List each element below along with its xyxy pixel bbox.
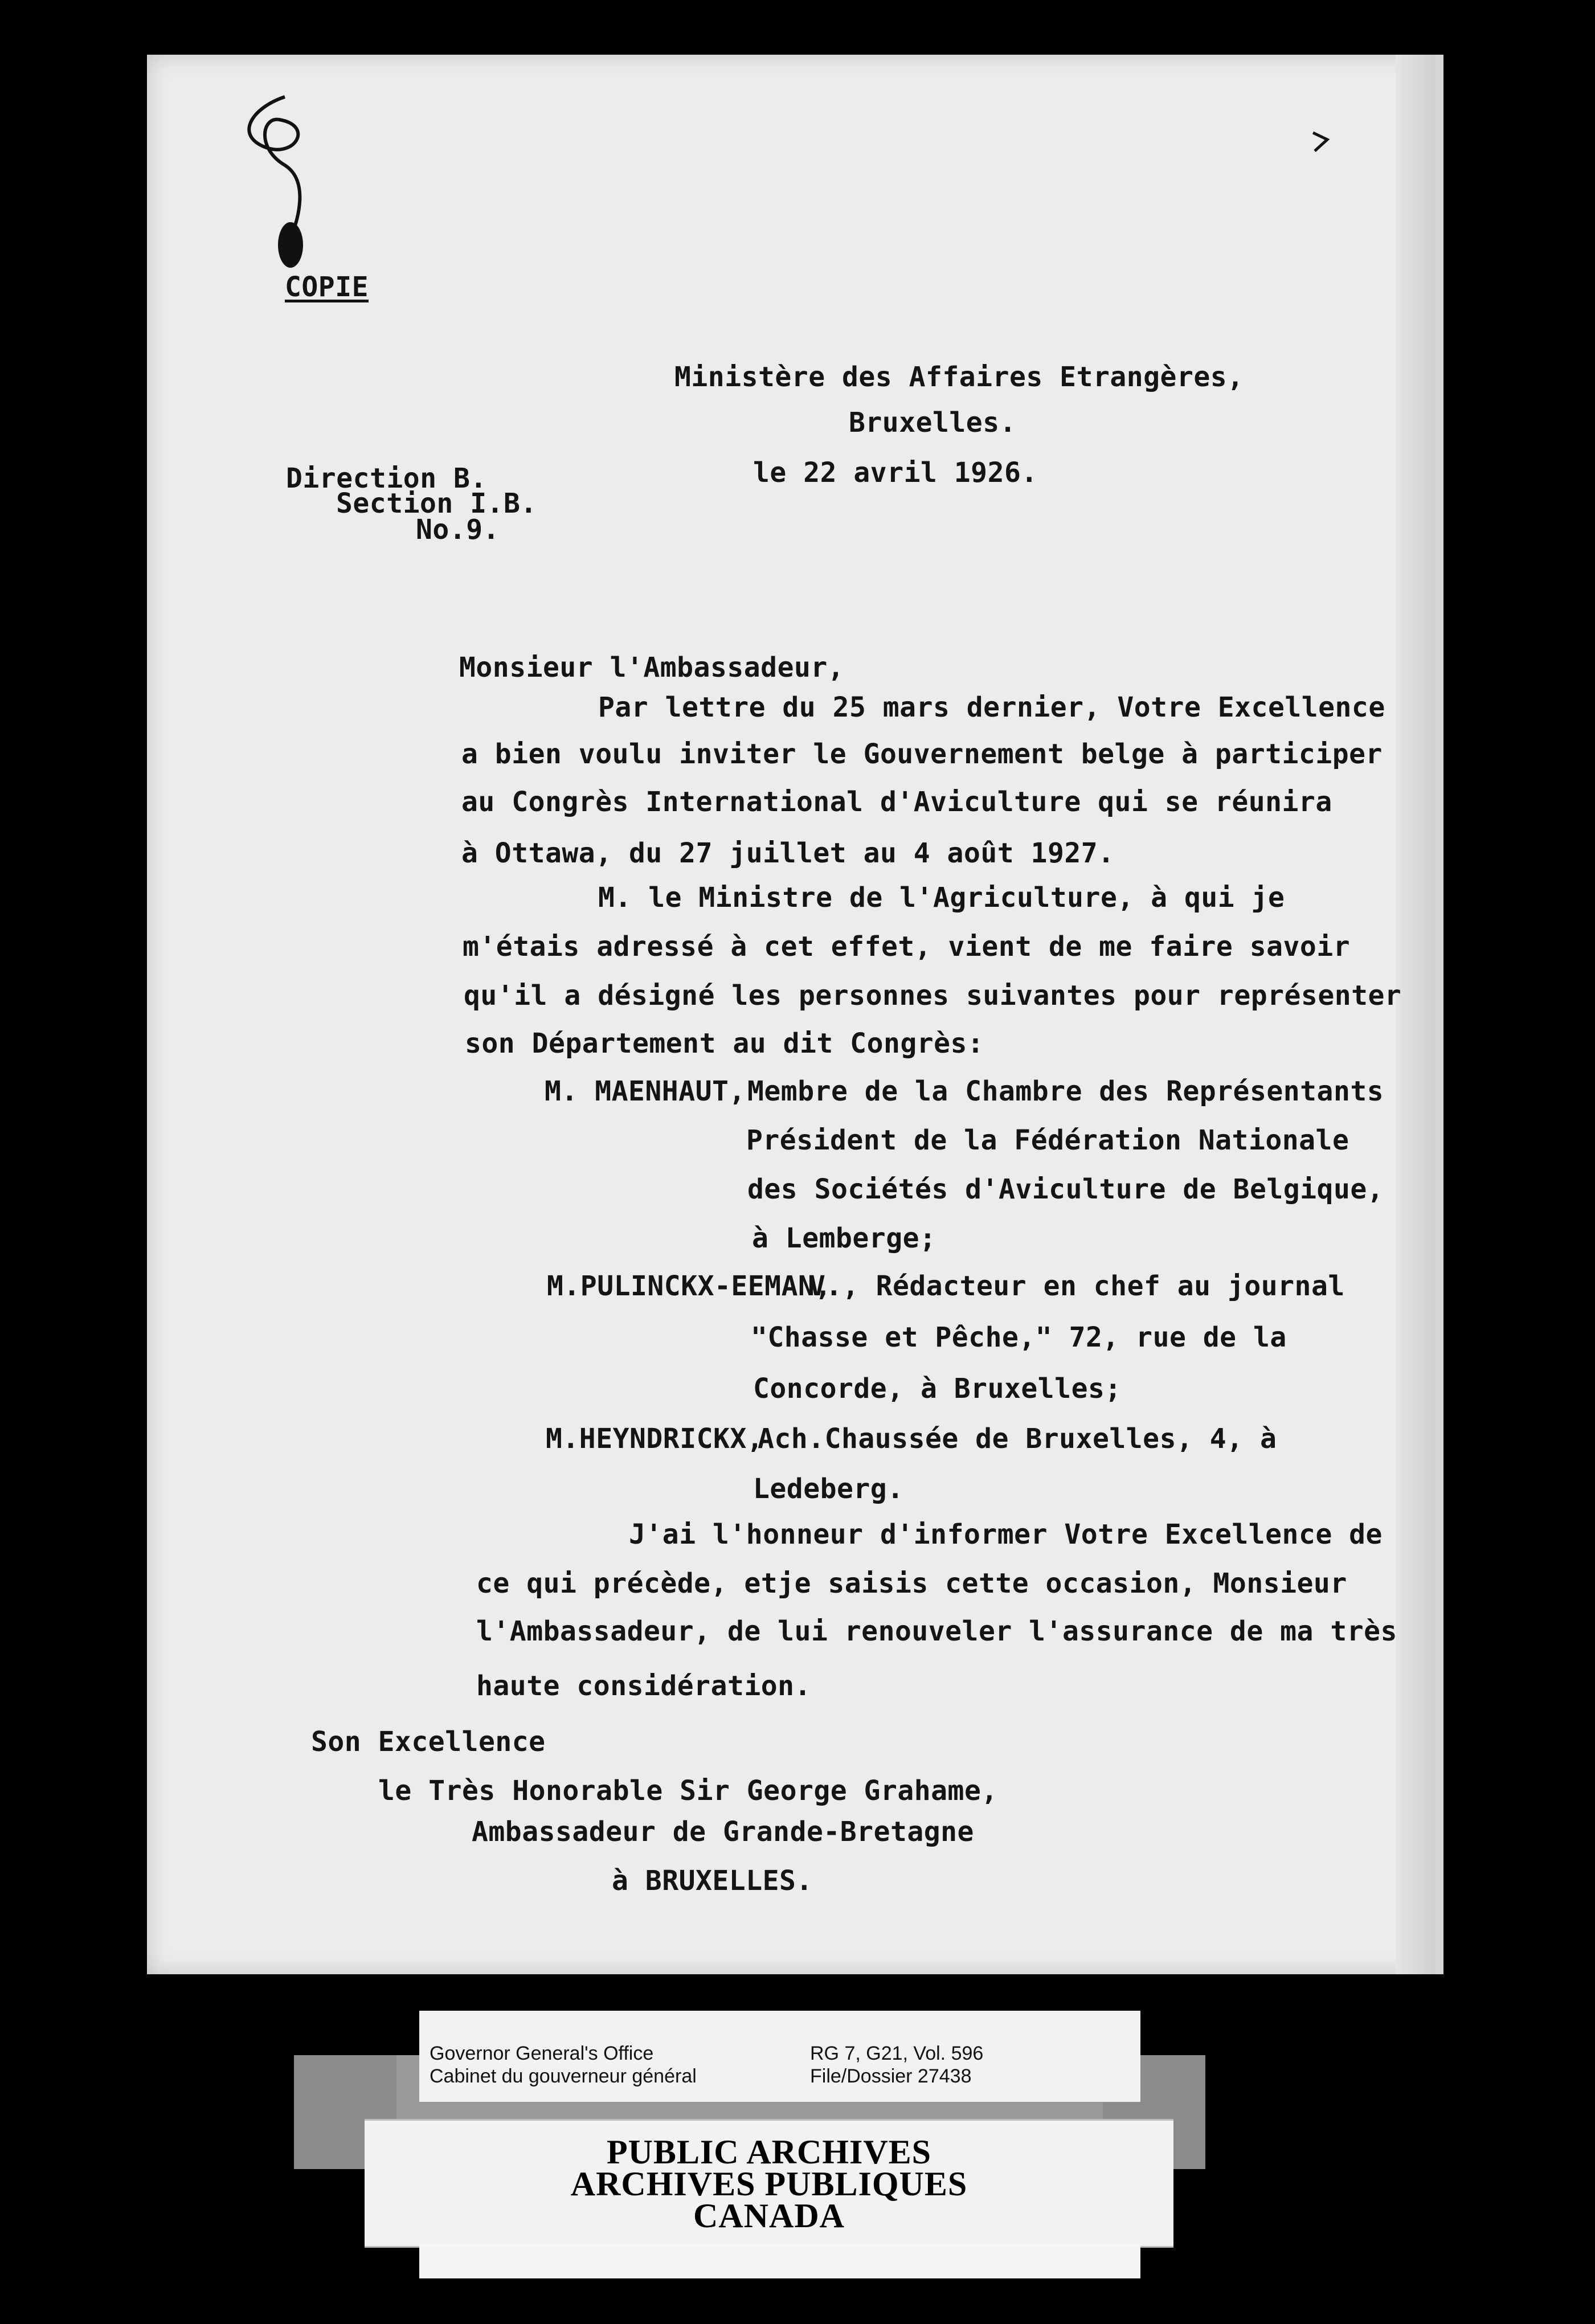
stamp-line: CANADA [693,2197,845,2235]
letter-date: le 22 avril 1926. [753,457,1038,489]
string-tie-mark [216,85,353,290]
reference-section: Section I.B. [336,488,537,519]
stamp-line: ARCHIVES PUBLIQUES [570,2165,968,2203]
delegate-line: Président de la Fédération Nationale [746,1124,1349,1156]
addressee-line: à BRUXELLES. [612,1865,813,1897]
body-line: Par lettre du 25 mars dernier, Votre Excellence [598,692,1385,723]
copy-label: COPIE [285,271,369,303]
delegate-line: V., Rédacteur en chef au journal [809,1270,1345,1302]
body-line: M. le Ministre de l'Agriculture, à qui je [598,882,1285,914]
addressee-line: Ambassadeur de Grande-Bretagne [472,1816,974,1848]
corner-scribble [1310,128,1333,157]
delegate-line: à Lemberge; [752,1222,936,1254]
reference-number: No.9. [416,514,500,546]
closing-line: ce qui précède, etje saisis cette occasion, Monsieur [476,1568,1347,1599]
sender-ministry: Ministère des Affaires Etrangères, [674,361,1244,393]
delegate-name: M. MAENHAUT, [545,1075,746,1107]
body-line: a bien voulu inviter le Gouvernement belge à participer [461,738,1383,770]
reference-direction: Direction B. [286,463,487,494]
delegate-line: "Chasse et Pêche," 72, rue de la [751,1321,1287,1353]
salutation: Monsieur l'Ambassadeur, [459,652,845,684]
delegate-name: M.PULINCKX-EEMAN, [547,1270,832,1302]
archive-file: File/Dossier 27438 [810,2065,972,2087]
office-en: Governor General's Office [430,2043,654,2064]
archive-label-top [419,2011,1140,2102]
label-bottom-strip [419,2244,1140,2278]
body-line: m'étais adressé à cet effet, vient de me faire savoir [463,931,1351,963]
sender-city: Bruxelles. [849,407,1016,439]
archive-reference: RG 7, G21, Vol. 596 [810,2043,984,2064]
addressee-line: Son Excellence [311,1726,546,1758]
office-fr: Cabinet du gouverneur général [430,2065,697,2087]
delegate-line: Ledeberg. [753,1473,904,1505]
body-line: qu'il a désigné les personnes suivantes pour représenter [464,980,1402,1012]
addressee-line: le Très Honorable Sir George Grahame, [378,1775,998,1807]
body-line: son Département au dit Congrès: [465,1028,984,1059]
delegate-line: des Sociétés d'Aviculture de Belgique, [747,1173,1384,1205]
delegate-line: Concorde, à Bruxelles; [753,1373,1122,1405]
closing-line: l'Ambassadeur, de lui renouveler l'assurance de ma très [476,1615,1397,1647]
delegate-line: Ach.Chaussée de Bruxelles, 4, à [758,1423,1277,1455]
body-line: au Congrès International d'Aviculture qui se réunira [461,786,1332,818]
stamp-line: PUBLIC ARCHIVES [606,2133,932,2171]
delegate-name: M.HEYNDRICKX, [546,1423,764,1455]
body-line: à Ottawa, du 27 juillet au 4 août 1927. [461,837,1115,869]
closing-line: haute considération. [476,1670,811,1702]
closing-line: J'ai l'honneur d'informer Votre Excellence de [629,1519,1383,1550]
sheet-edge [1396,55,1436,1974]
delegate-line: Membre de la Chambre des Représentants [747,1075,1384,1107]
